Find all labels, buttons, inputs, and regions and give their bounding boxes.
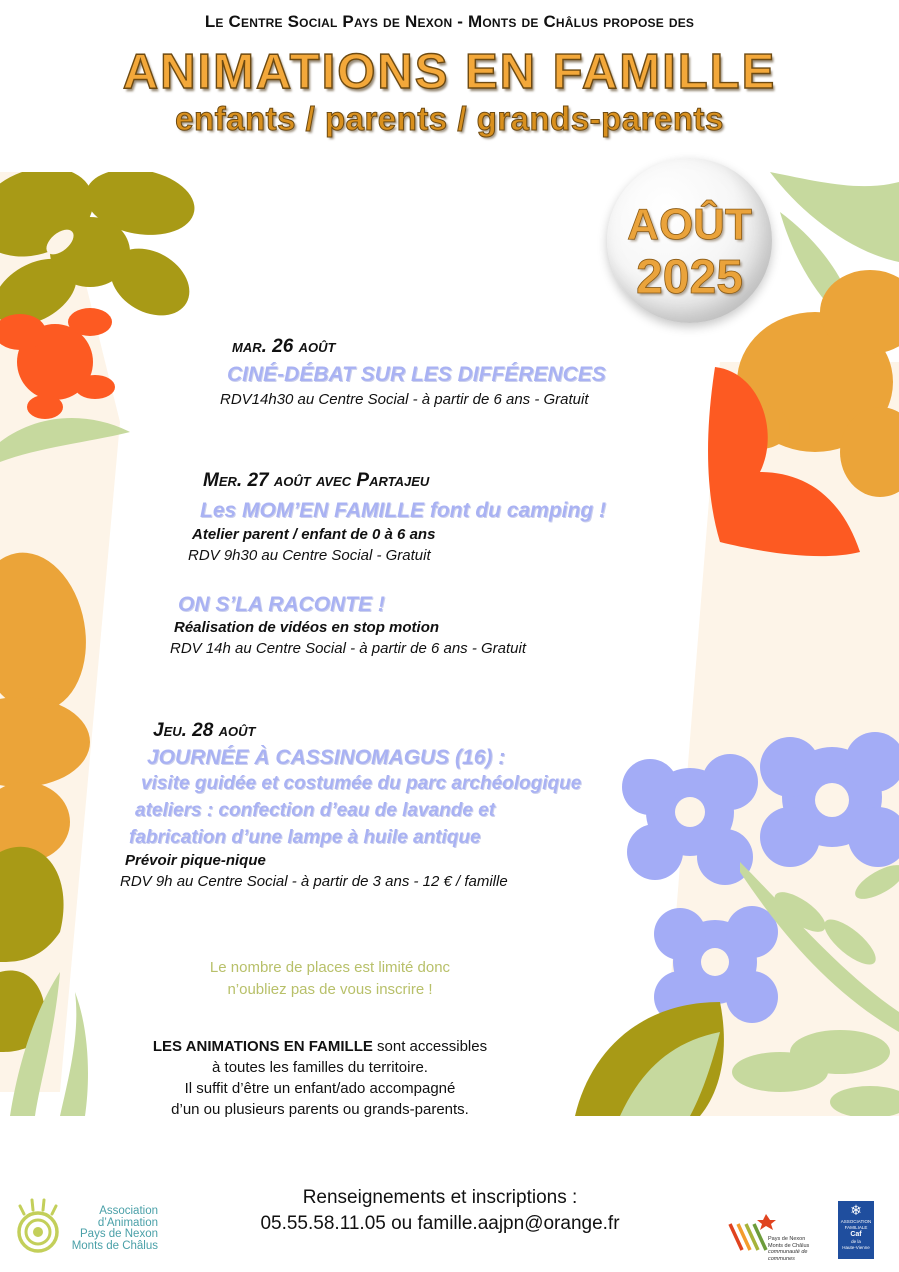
community-line-3: communauté de communes <box>768 1249 808 1262</box>
caf-logo <box>838 1201 874 1259</box>
event-3-sub: Prévoir pique-nique <box>125 852 266 869</box>
caf-line-2: FAMILIALE <box>844 1224 868 1230</box>
access-line-2: à toutes les familles du territoire. <box>212 1059 428 1076</box>
event-2-info: RDV 9h30 au Centre Social - Gratuit <box>188 547 431 564</box>
caf-line-3: Caf <box>850 1231 862 1238</box>
snowflake-icon: ❄ <box>850 1202 862 1218</box>
contact-details: 05.55.58.11.05 ou famille.aajpn@orange.fr <box>260 1213 620 1234</box>
access-line-1 <box>100 1036 540 1057</box>
contact-label: Renseignements et inscriptions : <box>302 1187 578 1208</box>
event-1-day: mar. 26 août <box>232 336 336 357</box>
main-title: ANIMATIONS EN FAMILLE <box>122 45 777 99</box>
event-3-day: Jeu. 28 août <box>153 720 256 741</box>
event-2b-info: RDV 14h au Centre Social - à partir de 6 ans - Gratuit <box>170 640 527 657</box>
places-notice <box>150 957 510 1001</box>
assoc-line-4: Monts de Châlus <box>71 1239 158 1252</box>
notice-line-1: Le nombre de places est limité donc <box>209 959 451 976</box>
event-3-line-1: visite guidée et costumée du parc archéologique <box>141 773 582 794</box>
event-3-info: RDV 9h au Centre Social - à partir de 3 ans - 12 € / famille <box>120 873 508 890</box>
subtitle: enfants / parents / grands-parents <box>175 100 724 137</box>
caf-line-4: de la <box>851 1239 861 1244</box>
event-1-info: RDV14h30 au Centre Social - à partir de 6 ans - Gratuit <box>220 391 589 408</box>
access-bold: LES ANIMATIONS EN FAMILLE <box>152 1038 373 1055</box>
periwinkle-flower-1-center <box>675 797 705 827</box>
event-3-title: JOURNÉE À CASSINOMAGUS (16) : <box>147 746 506 769</box>
event-2-day: Mer. 27 août avec Partajeu <box>203 470 430 491</box>
access-info <box>100 1036 540 1120</box>
badge-month: AOÛT <box>627 200 752 249</box>
caf-line-1: ASSOCIATION <box>840 1219 872 1224</box>
community-line-2: Monts de Châlus <box>768 1242 810 1249</box>
access-rest: sont accessibles <box>372 1038 488 1055</box>
access-line-3: Il suffit d’être un enfant/ado accompagné <box>184 1080 456 1097</box>
event-2b-sub: Réalisation de vidéos en stop motion <box>174 619 440 636</box>
caf-line-5: Haute-Vienne <box>842 1244 870 1250</box>
assoc-line-2: d’Animation <box>97 1216 158 1229</box>
assoc-line-1: Association <box>99 1205 158 1217</box>
event-2-sub: Atelier parent / enfant de 0 à 6 ans <box>192 526 436 543</box>
event-2-title: Les MOM’EN FAMILLE font du camping ! <box>200 499 606 522</box>
event-2b-title: ON S’LA RACONTE ! <box>178 593 385 616</box>
contact-block <box>200 1185 680 1237</box>
intro-line: Le Centre Social Pays de Nexon - Monts de Châlus propose des <box>204 12 695 31</box>
periwinkle-flower-2-center <box>815 783 849 817</box>
badge-year: 2025 <box>636 251 743 304</box>
association-logo-text <box>52 1206 158 1252</box>
event-3-line-2: ateliers : confection d’eau de lavande et <box>135 800 496 821</box>
assoc-line-3: Pays de Nexon <box>80 1228 158 1240</box>
periwinkle-flower-3-center <box>701 948 729 976</box>
access-line-4: d’un ou plusieurs parents ou grands-parents. <box>171 1101 469 1118</box>
community-line-1: Pays de Nexon <box>768 1236 806 1242</box>
notice-line-2: n’oubliez pas de vous inscrire ! <box>227 981 433 998</box>
event-3-line-3: fabrication d’une lampe à huile antique <box>129 827 481 848</box>
event-1-title: CINÉ-DÉBAT SUR LES DIFFÉRENCES <box>227 363 606 386</box>
community-logo-text <box>768 1236 828 1262</box>
